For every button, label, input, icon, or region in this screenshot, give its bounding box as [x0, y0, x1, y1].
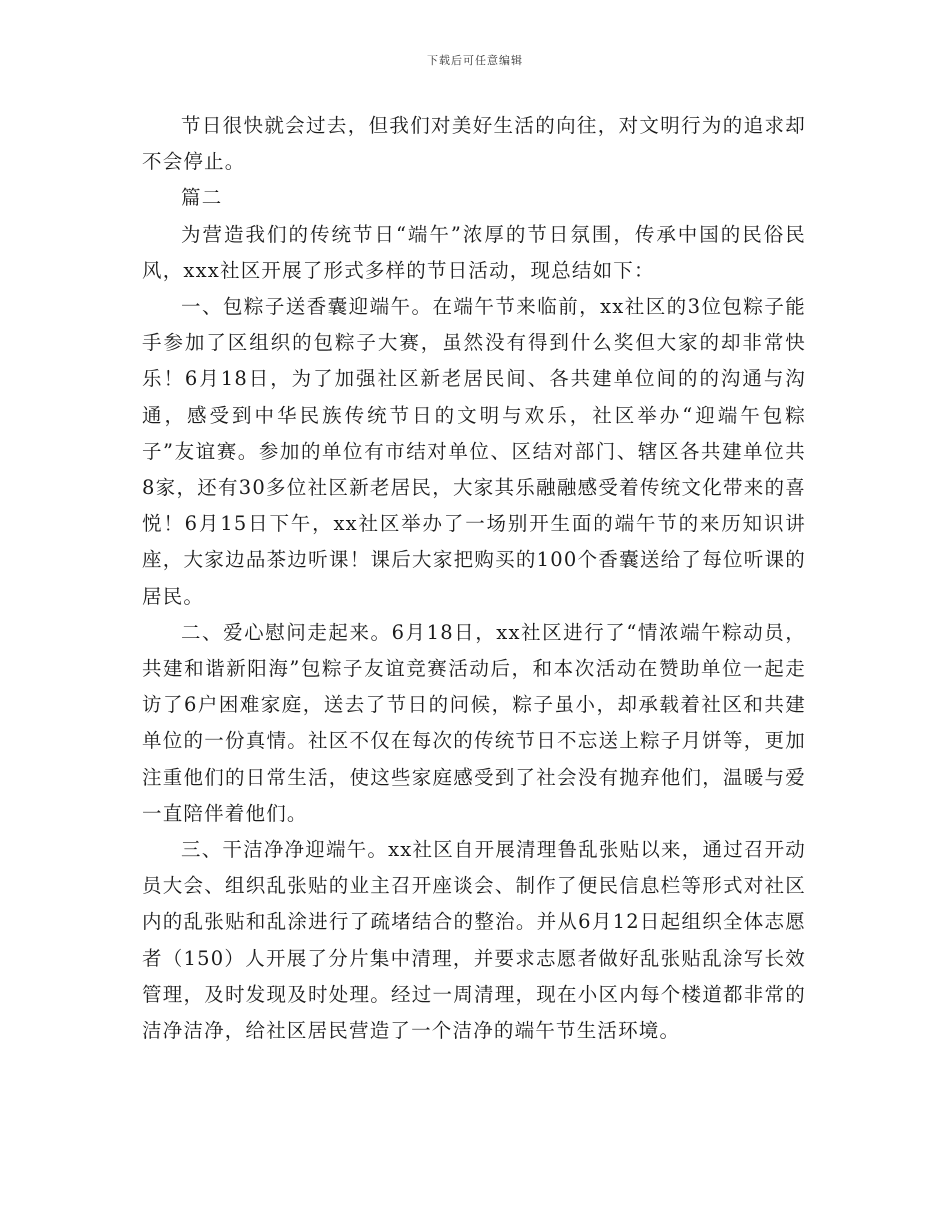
- paragraph-item-1: 一、包粽子送香囊迎端午。在端午节来临前，xx社区的3位包粽子能手参加了区组织的包粽子大赛，虽然没有得到什么奖但大家的却非常快乐！6月18日，为了加强社区新老居民间、各共建单位间的的沟通与沟通，感受到中华民族传统节日的文明与欢乐，社区举办“迎端午包粽子”友谊赛。参加的单位有市结对单位、区结对部门、辖区各共建单位共8家，还有30多位社区新老居民，大家其乐融融感受着传统文化带来的喜悦！6月15日下午，xx社区举办了一场别开生面的端午节的来历知识讲座，大家边品茶边听课！课后大家把购买的100个香囊送给了每位听课的居民。: [142, 295, 806, 608]
- document-body: [142, 108, 806, 1049]
- paragraph-intro: 为营造我们的传统节日“端午”浓厚的节日氛围，传承中国的民俗民风，xxx社区开展了形式多样的节日活动，现总结如下：: [142, 222, 806, 282]
- page-header: 下载后可任意编辑: [427, 54, 523, 67]
- paragraph-item-3: 三、干洁净净迎端午。xx社区自开展清理鲁乱张贴以来，通过召开动员大会、组织乱张贴的业主召开座谈会、制作了便民信息栏等形式对社区内的乱张贴和乱涂进行了疏堵结合的整治。并从6月12日起组织全体志愿者（150）人开展了分片集中清理，并要求志愿者做好乱张贴乱涂写长效管理，及时发现及时处理。经过一周清理，现在小区内每个楼道都非常的洁净洁净，给社区居民营造了一个洁净的端午节生活环境。: [142, 838, 806, 1043]
- paragraph-item-2: 二、爱心慰问走起来。6月18日，xx社区进行了“情浓端午粽动员，共建和谐新阳海”包粽子友谊竞赛活动后，和本次活动在赞助单位一起走访了6户困难家庭，送去了节日的问候，粽子虽小，却承载着社区和共建单位的一份真情。社区不仅在每次的传统节日不忘送上粽子月饼等，更加注重他们的日常生活，使这些家庭感受到了社会没有抛弃他们，温暖与爱一直陪伴着他们。: [142, 620, 806, 825]
- section-heading: 篇二: [181, 186, 223, 210]
- paragraph-closing-remark: 节日很快就会过去，但我们对美好生活的向往，对文明行为的追求却不会停止。: [142, 114, 806, 174]
